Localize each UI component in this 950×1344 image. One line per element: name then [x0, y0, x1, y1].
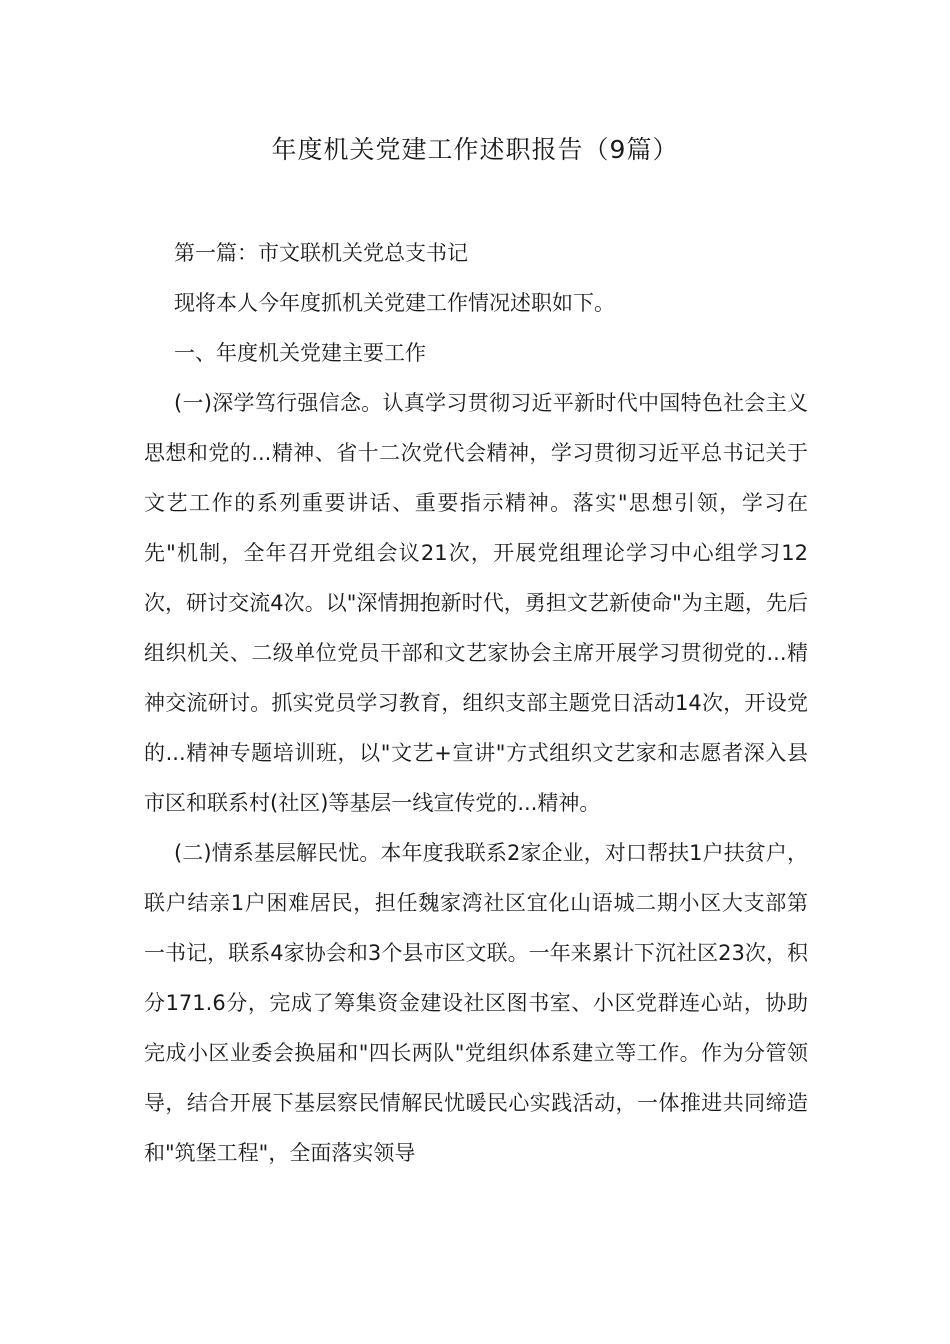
document-title: 年度机关党建工作述职报告（9篇）	[271, 135, 679, 164]
document-body	[144, 228, 808, 1178]
section-heading: 第一篇：市文联机关党总支书记	[174, 241, 468, 265]
intro-paragraph: 现将本人今年度抓机关党建工作情况述职如下。	[174, 291, 615, 315]
paragraph: (二)情系基层解民忧。本年度我联系2家企业，对口帮扶1户扶贫户，联户结亲1户困难居民，担任魏家湾社区宜化山语城二期小区大支部第一书记，联系4家协会和3个县市区文联。一年来累计下沉社区23次，积分171.6分，完成了筹集资金建设社区图书室、小区党群连心站，协助完成小区业委会换届和"四长两队"党组织体系建立等工作。作为分管领导，结合开展下基层察民情解民忧暖民心实践活动，一体推进共同缔造和"筑堡工程"，全面落实领导	[144, 841, 808, 1165]
part-heading: 一、年度机关党建主要工作	[174, 341, 426, 365]
paragraph: (一)深学笃行强信念。认真学习贯彻习近平新时代中国特色社会主义思想和党的...精神、省十二次党代会精神，学习贯彻习近平总书记关于文艺工作的系列重要讲话、重要指示精神。落实"思想引领，学习在先"机制，全年召开党组会议21次，开展党组理论学习中心组学习12次，研讨交流4次。以"深情拥抱新时代，勇担文艺新使命"为主题，先后组织机关、二级单位党员干部和文艺家协会主席开展学习贯彻党的...精神交流研讨。抓实党员学习教育，组织支部主题党日活动14次，开设党的...精神专题培训班，以"文艺+宣讲"方式组织文艺家和志愿者深入县市区和联系村(社区)等基层一线宣传党的...精神。	[144, 391, 808, 815]
